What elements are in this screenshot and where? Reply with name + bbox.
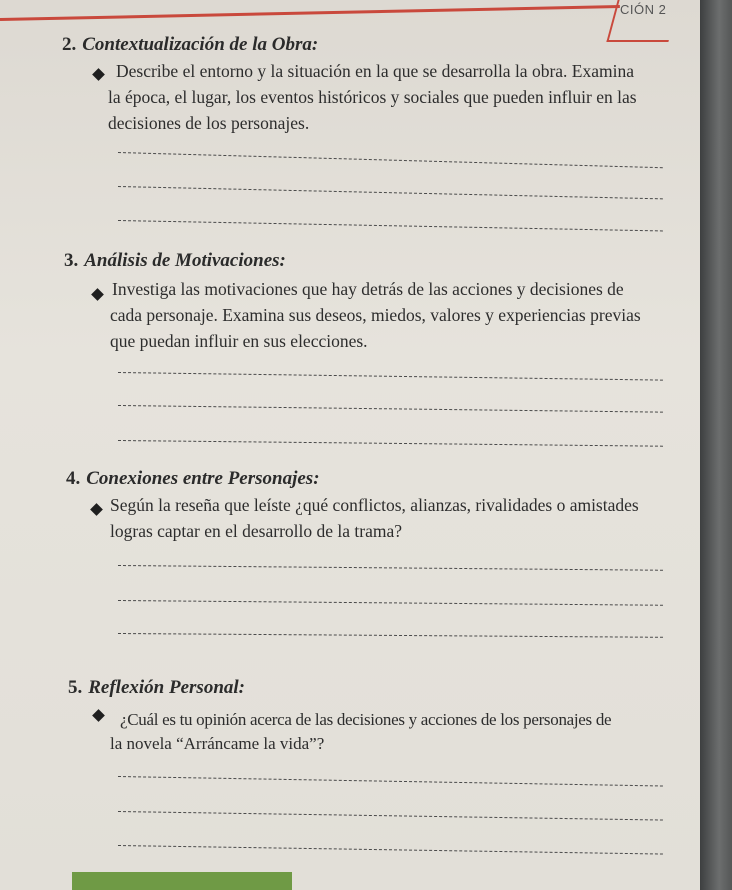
section-number: 3. bbox=[64, 250, 79, 271]
section-number: 2. bbox=[62, 34, 77, 55]
section-title-text: Conexiones entre Personajes: bbox=[86, 468, 320, 489]
section-5-line-2: la novela “Arráncame la vida”? bbox=[110, 734, 325, 753]
section-title-text: Reflexión Personal: bbox=[88, 677, 245, 698]
page-edge-tab bbox=[72, 872, 292, 890]
section-3-line-2: cada personaje. Examina sus deseos, miedos, valores y experiencias previas bbox=[110, 305, 641, 325]
section-2-line-3: decisiones de los personajes. bbox=[108, 113, 310, 133]
section-4-line-1: Según la reseña que leíste ¿qué conflictos, alianzas, rivalidades o amistades bbox=[110, 495, 639, 515]
section-5-line-1: ¿Cuál es tu opinión acerca de las decisiones y acciones de los personajes de bbox=[120, 710, 612, 729]
section-2-line-2: la época, el lugar, los eventos históricos y sociales que pueden influir en las bbox=[108, 87, 637, 107]
section-2-title bbox=[62, 34, 318, 56]
section-2-line-1: Describe el entorno y la situación en la que se desarrolla la obra. Examina bbox=[116, 61, 634, 81]
section-title-text: Análisis de Motivaciones: bbox=[84, 250, 286, 271]
section-4-line-2: logras captar en el desarrollo de la trama? bbox=[110, 521, 403, 541]
section-4-title bbox=[66, 468, 320, 490]
book-edge bbox=[700, 0, 732, 890]
section-number: 5. bbox=[68, 677, 83, 698]
section-5-title bbox=[68, 677, 245, 699]
section-3-title bbox=[64, 250, 286, 272]
section-number: 4. bbox=[66, 468, 81, 489]
section-3-line-1: Investiga las motivaciones que hay detrás de las acciones y decisiones de bbox=[112, 279, 624, 299]
section-3-line-3: que puedan influir en sus elecciones. bbox=[110, 331, 368, 351]
section-title-text: Contextualización de la Obra: bbox=[82, 34, 319, 55]
header-label: CIÓN 2 bbox=[620, 2, 667, 17]
